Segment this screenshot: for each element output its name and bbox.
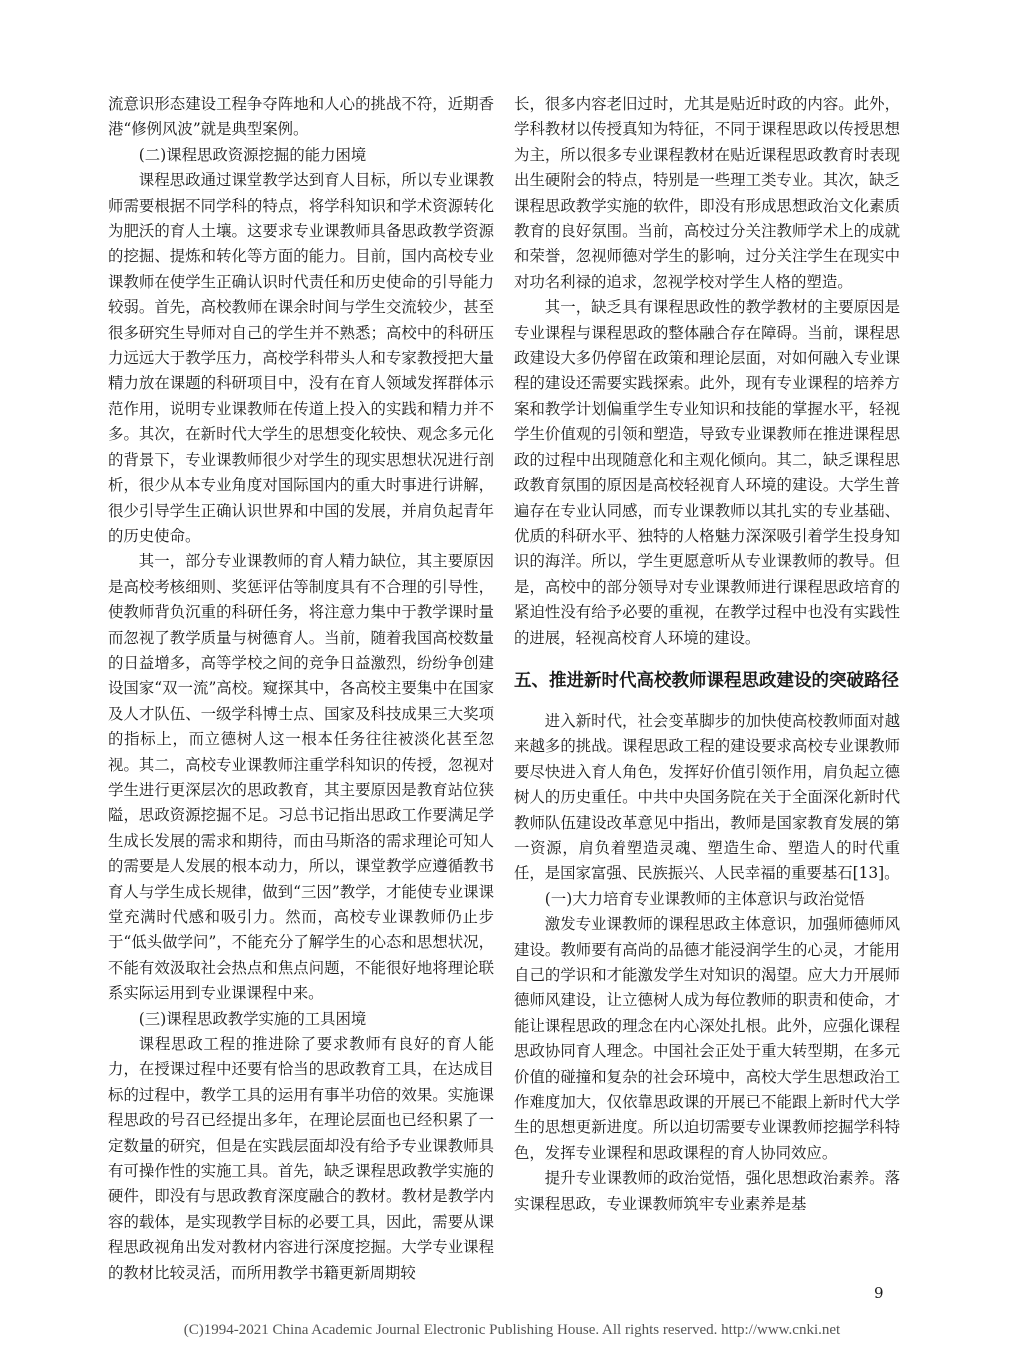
paragraph: 其一，部分专业课教师的育人精力缺位，其主要原因是高校考核细则、奖惩评估等制度具有不合理的引导性，使教师背负沉重的科研任务，将注意力集中于教学课时量而忽视了教学质量与树德育人。当前，随着我国高校数量的日益增多，高等学校之间的竞争日益激烈，纷纷争创建设国家“双一流”高校。窥探其中，各高校主要集中在国家及人才队伍、一级学科博士点、国家及科技成果三大奖项的指标上，而立德树人这一根本任务往往被淡化甚至忽视。其二，高校专业课教师注重学科知识的传授，忽视对学生进行更深层次的思政教育，其主要原因是教育站位狭隘，思政资源挖掘不足。习总书记指出思政工作要满足学生成长发展的需求和期待，而由马斯洛的需求理论可知人的需要是人发展的根本动力，所以，课堂教学应遵循教书育人与学生成长规律，做到“三因”教学，才能使专业课课堂充满时代感和吸引力。然而，高校专业课教师仍止步于“低头做学问”，不能充分了解学生的心态和思想状况，不能有效汲取社会热点和焦点问题，不能很好地将理论联系实际运用到专业课课程中来。	[108, 552, 494, 1003]
paragraph: 课程思政通过课堂教学达到育人目标，所以专业课教师需要根据不同学科的特点，将学科知识和学术资源转化为肥沃的育人土壤。这要求专业课教师具备思政教学资源的挖掘、提炼和转化等方面的能力。目前，国内高校专业课教师在使学生正确认识时代责任和历史使命的引导能力较弱。首先，高校教师在课余时间与学生交流较少，甚至很多研究生导师对自己的学生并不熟悉；高校中的科研压力远远大于教学压力，高校学科带头人和专家教授把大量精力放在课题的科研项目中，没有在育人领域发挥群体示范作用，说明专业课教师在传道上投入的实践和精力并不多。其次，在新时代大学生的思想变化较快、观念多元化的背景下，专业课教师很少对学生的现实思想状况进行剖析，很少从本专业角度对国际国内的重大时事进行讲解，很少引导学生正确认识世界和中国的发展，并肩负起青年的历史使命。	[108, 171, 494, 545]
section-heading: 五、推进新时代高校教师课程思政建设的突破路径	[514, 670, 899, 691]
paragraph: 长，很多内容老旧过时，尤其是贴近时政的内容。此外，学科教材以传授真知为特征，不同于课程思政以传授思想为主，所以很多专业课程教材在贴近课程思政教育时表现出生硬附会的特点，特别是一些理工类专业。其次，缺乏课程思政教学实施的软件，即没有形成思想政治文化素质教育的良好氛围。当前，高校过分关注教师学术上的成就和荣誉，忽视师德对学生的影响，过分关注学生在现实中对功名利禄的追求，忽视学校对学生人格的塑造。	[514, 95, 900, 291]
subsection-heading: (一)大力培育专业课教师的主体意识与政治觉悟	[544, 889, 865, 908]
paragraph: 其一，缺乏具有课程思政性的教学教材的主要原因是专业课程与课程思政的整体融合存在障碍。当前，课程思政建设大多仍停留在政策和理论层面，对如何融入专业课程的建设还需要实践探索。此外，现有专业课程的培养方案和教学计划偏重学生专业知识和技能的掌握水平，轻视学生价值观的引领和塑造，导致专业课教师在推进课程思政的过程中出现随意化和主观化倾向。其二，缺乏课程思政教育氛围的原因是高校轻视育人环境的建设。大学生普遍存在专业认同感，而专业课教师以其扎实的专业基础、优质的科研水平、独特的人格魅力深深吸引着学生投身知识的海洋。所以，学生更愿意听从专业课教师的教导。但是，高校中的部分领导对专业课教师进行课程思政培育的紧迫性没有给予必要的重视，在教学过程中也没有实践性的进展，轻视高校育人环境的建设。	[514, 298, 900, 647]
paragraph: 流意识形态建设工程争夺阵地和人心的挑战不符，近期香港“修例风波”就是典型案例。	[108, 95, 494, 139]
paragraph: 激发专业课教师的课程思政主体意识，加强师德师风建设。教师要有高尚的品德才能浸润学生的心灵，才能用自己的学识和才能激发学生对知识的渴望。应大力开展师德师风建设，让立德树人成为每位教师的职责和使命，才能让课程思政的理念在内心深处扎根。此外，应强化课程思政协同育人理念。中国社会正处于重大转型期，在多元价值的碰撞和复杂的社会环境中，高校大学生思想政治工作难度加大，仅依靠思政课的开展已不能跟上新时代大学生的思想更新进度。所以迫切需要专业课教师挖掘学科特色，发挥专业课程和思政课程的育人协同效应。	[514, 915, 900, 1162]
paragraph: 进入新时代，社会变革脚步的加快使高校教师面对越来越多的挑战。课程思政工程的建设要求高校专业课教师要尽快进入育人角色，发挥好价值引领作用，肩负起立德树人的历史重任。中共中央国务院在关于全面深化新时代教师队伍建设改革意见中指出，教师是国家教育发展的第一资源，肩负着塑造灵魂、塑造生命、塑造人的时代重任，是国家富强、民族振兴、人民幸福的重要基石[13]。	[514, 711, 900, 883]
subsection-heading: (三)课程思政教学实施的工具困境	[138, 1009, 367, 1028]
left-column	[108, 92, 494, 1286]
page-number: 9	[874, 1284, 884, 1302]
subsection-heading: (二)课程思政资源挖掘的能力困境	[138, 145, 367, 164]
right-column	[514, 92, 900, 1217]
copyright-footer: (C)1994-2021 China Academic Journal Electronic Publishing House. All rights reserved. http://www.cnki.net	[183, 1322, 841, 1338]
paragraph: 提升专业课教师的政治觉悟，强化思想政治素养。落实课程思政，专业课教师筑牢专业素养是基	[514, 1169, 900, 1213]
paragraph: 课程思政工程的推进除了要求教师有良好的育人能力，在授课过程中还要有恰当的思政教育工具，在达成目标的过程中，教学工具的运用有事半功倍的效果。实施课程思政的号召已经提出多年，在理论层面也已经积累了一定数量的研究，但是在实践层面却没有给予专业课教师具有可操作性的实施工具。首先，缺乏课程思政教学实施的硬件，即没有与思政教育深度融合的教材。教材是教学内容的载体，是实现教学目标的必要工具，因此，需要从课程思政视角出发对教材内容进行深度挖掘。大学专业课程的教材比较灵活，而所用教学书籍更新周期较	[108, 1035, 494, 1282]
